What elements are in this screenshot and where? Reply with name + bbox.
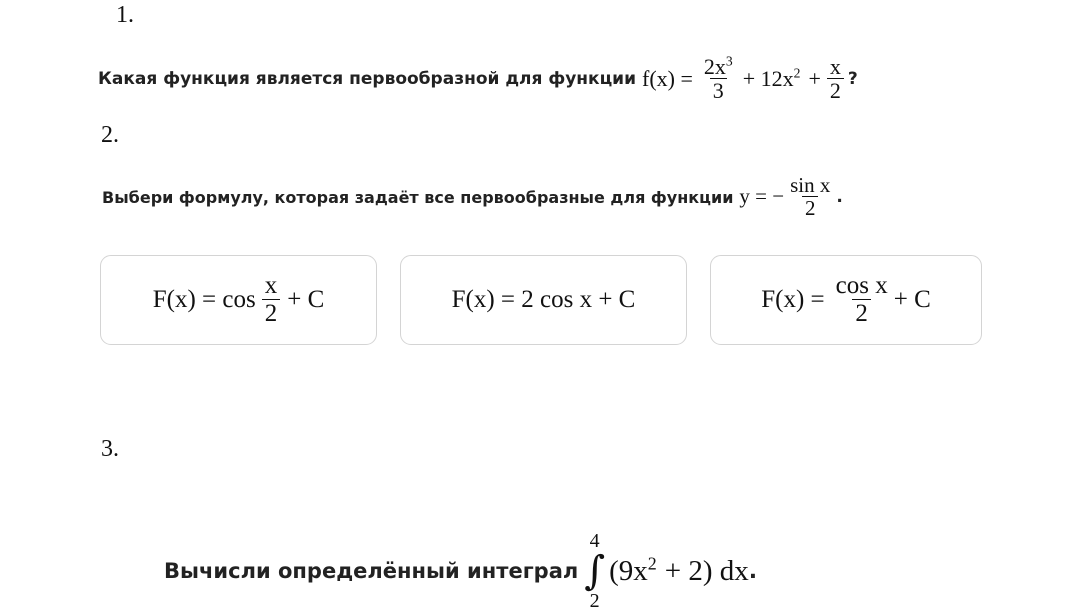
question-1-plus: + (808, 66, 821, 91)
question-2-fraction-denominator: 2 (802, 196, 819, 220)
integrand-open: ($9x^2$ (609, 552, 657, 587)
question-2-lhs: y = − (739, 184, 785, 209)
question-1-number: 1. (116, 2, 134, 28)
question-2-number: 2. (101, 122, 119, 148)
answer-option-1[interactable] (100, 255, 377, 345)
question-1 (98, 50, 858, 108)
answer-option-2[interactable] (400, 255, 687, 345)
integrand-close: + 2) dx (664, 554, 749, 587)
fraction-1-exponent: 3 (725, 53, 733, 69)
question-2-formula (739, 174, 836, 220)
option-1-fraction (262, 273, 281, 328)
term-2-exponent: 2 (793, 65, 801, 81)
question-1-fraction-2 (827, 55, 844, 103)
fraction-1-denominator: 3 (710, 78, 727, 103)
option-1-post: + C (287, 286, 325, 313)
answer-option-3[interactable] (710, 255, 982, 345)
option-3-post: + C (893, 286, 931, 313)
question-1-term-2: + $12x^2$ (742, 65, 801, 91)
option-1-denominator: 2 (262, 299, 281, 328)
option-3-denominator: 2 (852, 299, 871, 328)
option-1-pre: F(x) = cos (152, 286, 256, 313)
question-1-formula (642, 55, 847, 103)
question-1-end: ? (847, 69, 858, 89)
option-2-formula: F(x) = 2 cos x + C (451, 286, 636, 313)
question-3-text: Вычисли определённый интеграл (164, 559, 579, 583)
question-2-fraction-numerator: sin x (790, 172, 831, 197)
integral-upper-limit: 4 (589, 530, 600, 552)
option-3-pre: F(x) = (761, 286, 825, 313)
question-2-fraction (787, 174, 833, 220)
question-3-formula (578, 531, 749, 611)
fraction-1-numerator: 2x (703, 53, 726, 79)
integrand-exponent: 2 (647, 552, 657, 573)
fraction-2-numerator: x (829, 53, 841, 79)
integral-sign (584, 531, 605, 611)
option-1-numerator: x (264, 271, 278, 299)
question-3-number: 3. (101, 436, 119, 462)
question-1-text: Какая функция является первообразной для функции (98, 69, 636, 89)
fraction-2-denominator: 2 (827, 78, 844, 103)
question-3 (164, 527, 757, 615)
question-3-end: . (748, 558, 758, 584)
option-3-fraction (833, 273, 891, 328)
option-3-numerator: cos x (835, 271, 888, 299)
integral-lower-limit: 2 (589, 590, 600, 612)
question-2-end: . (836, 187, 843, 207)
question-1-fraction-1 (701, 55, 736, 103)
integral-symbol: ∫ (584, 548, 606, 594)
question-2-text: Выбери формулу, которая задаёт все первообразные для функции (102, 187, 734, 207)
question-2 (102, 168, 843, 226)
question-1-lhs: f(x) = (642, 66, 693, 91)
